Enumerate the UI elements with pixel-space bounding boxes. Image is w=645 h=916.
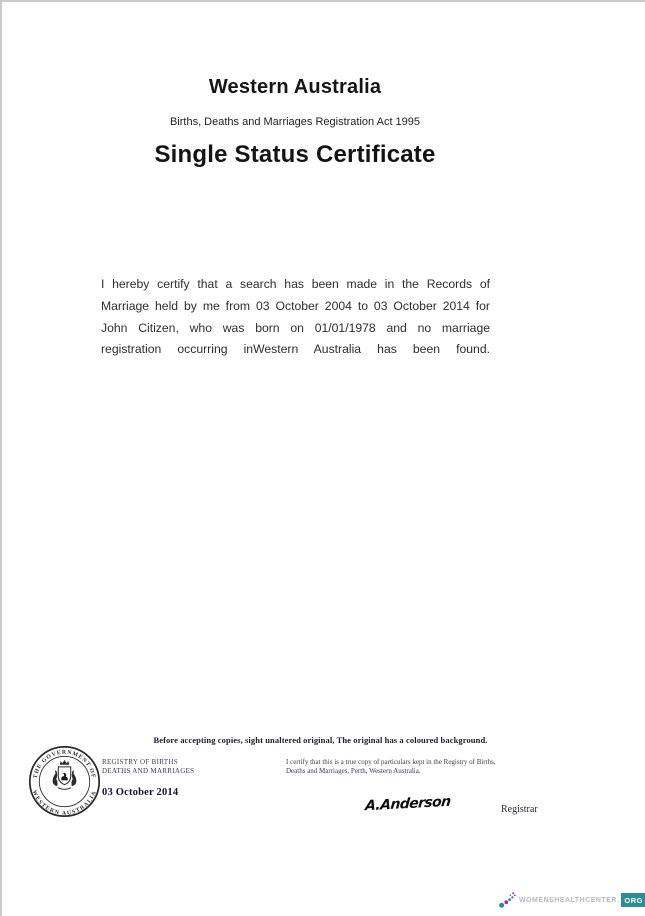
registration-date: 03 October 2014: [102, 787, 179, 798]
registry-line: REGISTRY OF BIRTHS: [102, 758, 178, 766]
copy-notice: Before accepting copies, sight unaltered original, The original has a coloured background.: [153, 735, 488, 745]
svg-text:WESTERN AUSTRALIA: WESTERN AUSTRALIA: [30, 789, 99, 817]
registrar-signature: A.Anderson: [364, 793, 452, 815]
certificate-statement: [101, 274, 490, 361]
certification-line: I certify that this is a true copy of particulars kept in the Registry of Births,: [286, 758, 496, 766]
statement-line: Marriage held by me from 03 October 2004 to 03 October 2014 for: [101, 298, 490, 313]
statement-line: registration occurring inWestern Australia has been found.: [101, 342, 490, 357]
statement-line: I hereby certify that a search has been made in the Records of: [101, 277, 490, 291]
site-watermark: [498, 891, 645, 909]
registry-name: [102, 758, 194, 776]
registry-line: DEATHS AND MARRIAGES: [102, 767, 195, 776]
svg-text:THE GOVERNMENT OF: THE GOVERNMENT OF: [32, 749, 97, 780]
watermark-badge: ORG: [621, 893, 645, 907]
region-title: Western Australia: [208, 76, 382, 98]
certificate-title: Single Status Certificate: [154, 141, 436, 168]
certification-line: Deaths and Marriages, Perth, Western Australia.: [286, 767, 421, 776]
act-subtitle: Births, Deaths and Marriages Registration Act 1995: [169, 116, 421, 128]
watermark-name: WOMENSHEALTHCENTER: [519, 896, 617, 904]
statement-line: John Citizen, who was born on 01/01/1978 and no marriage: [101, 320, 490, 335]
watermark-dots-icon: [498, 892, 517, 909]
wa-government-seal-icon: [28, 744, 101, 819]
watermark-separator: .: [617, 896, 620, 904]
registrar-label: Registrar: [501, 804, 538, 815]
true-copy-certification: [286, 758, 496, 776]
